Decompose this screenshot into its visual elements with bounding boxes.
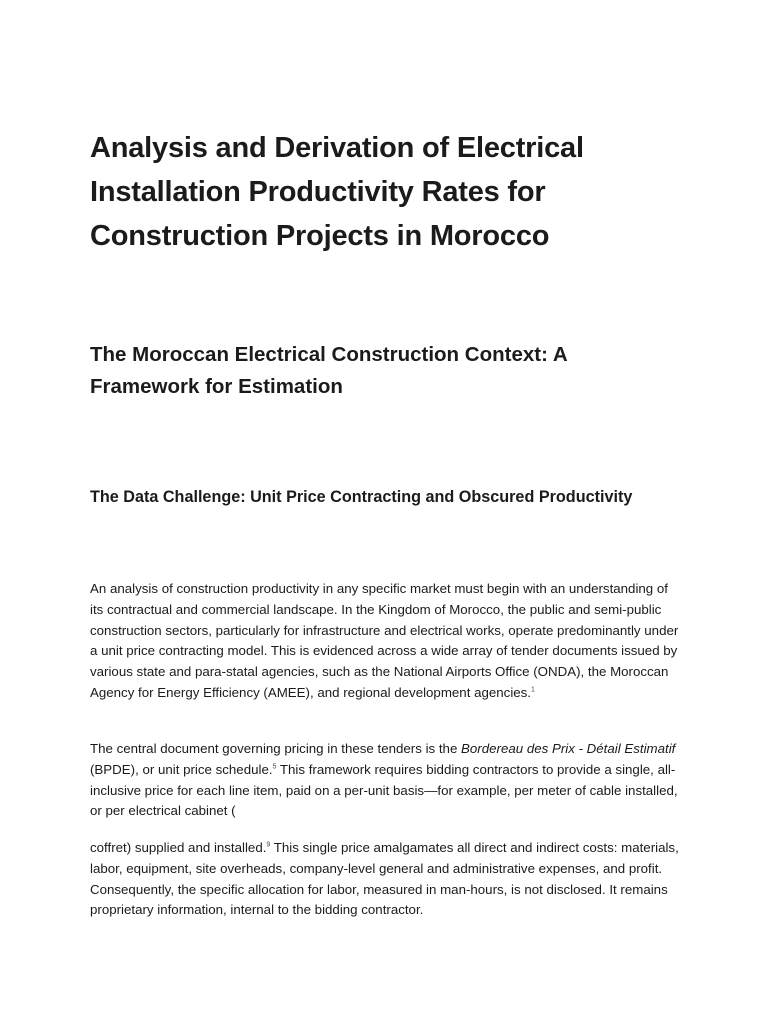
document-title: Analysis and Derivation of Electrical Installation Productivity Rates for Construction Projects in Morocco xyxy=(90,132,584,252)
paragraph-2-text: This framework requires bidding contractors to provide a single, all-inclusive price for each line item, paid on a per-unit basis—for example, per meter of cable installed, or per electrical cabinet ( xyxy=(90,761,678,819)
paragraph-2-italic-term: Bordereau des Prix - Détail Estimatif xyxy=(461,741,676,756)
section-heading: The Moroccan Electrical Construction Context: A Framework for Estimation xyxy=(90,343,567,398)
footnote-ref-1[interactable]: 1 xyxy=(531,686,535,694)
paragraph-2 xyxy=(90,739,680,822)
paragraph-3 xyxy=(90,838,680,921)
paragraph-2-intro: The central document governing pricing in these tenders is the xyxy=(90,741,462,756)
paragraph-1-text: An analysis of construction productivity in any specific market must begin with an understanding of its contractual and commercial landscape. In the Kingdom of Morocco, the public and semi-public construction sectors, particularly for infrastructure and electrical works, operate predominantly under a unit price contracting model. This is evidenced across a wide array of tender documents issued by various state and para-statal agencies, such as the National Airports Office (ONDA), the Moroccan Agency for Energy Efficiency (AMEE), and regional development agencies. xyxy=(90,581,679,700)
paragraph-2-after-term: (BPDE), or unit price schedule. xyxy=(90,761,273,777)
footnote-ref-9[interactable]: 9 xyxy=(266,841,271,849)
footnote-ref-5[interactable]: 5 xyxy=(272,763,277,771)
paragraph-3-lead: coffret) supplied and installed. xyxy=(90,840,267,855)
paragraph-1 xyxy=(90,579,680,704)
subsection-heading: The Data Challenge: Unit Price Contracting and Obscured Productivity xyxy=(90,488,633,506)
paragraph-3-text: This single price amalgamates all direct and indirect costs: materials, labor, equipment, site overheads, company-level general and administrative expenses, and profit. Consequently, the specific allocation for labor, measured in man-hours, is not disclosed. It remains proprietary information, internal to the bidding contractor. xyxy=(90,840,679,918)
